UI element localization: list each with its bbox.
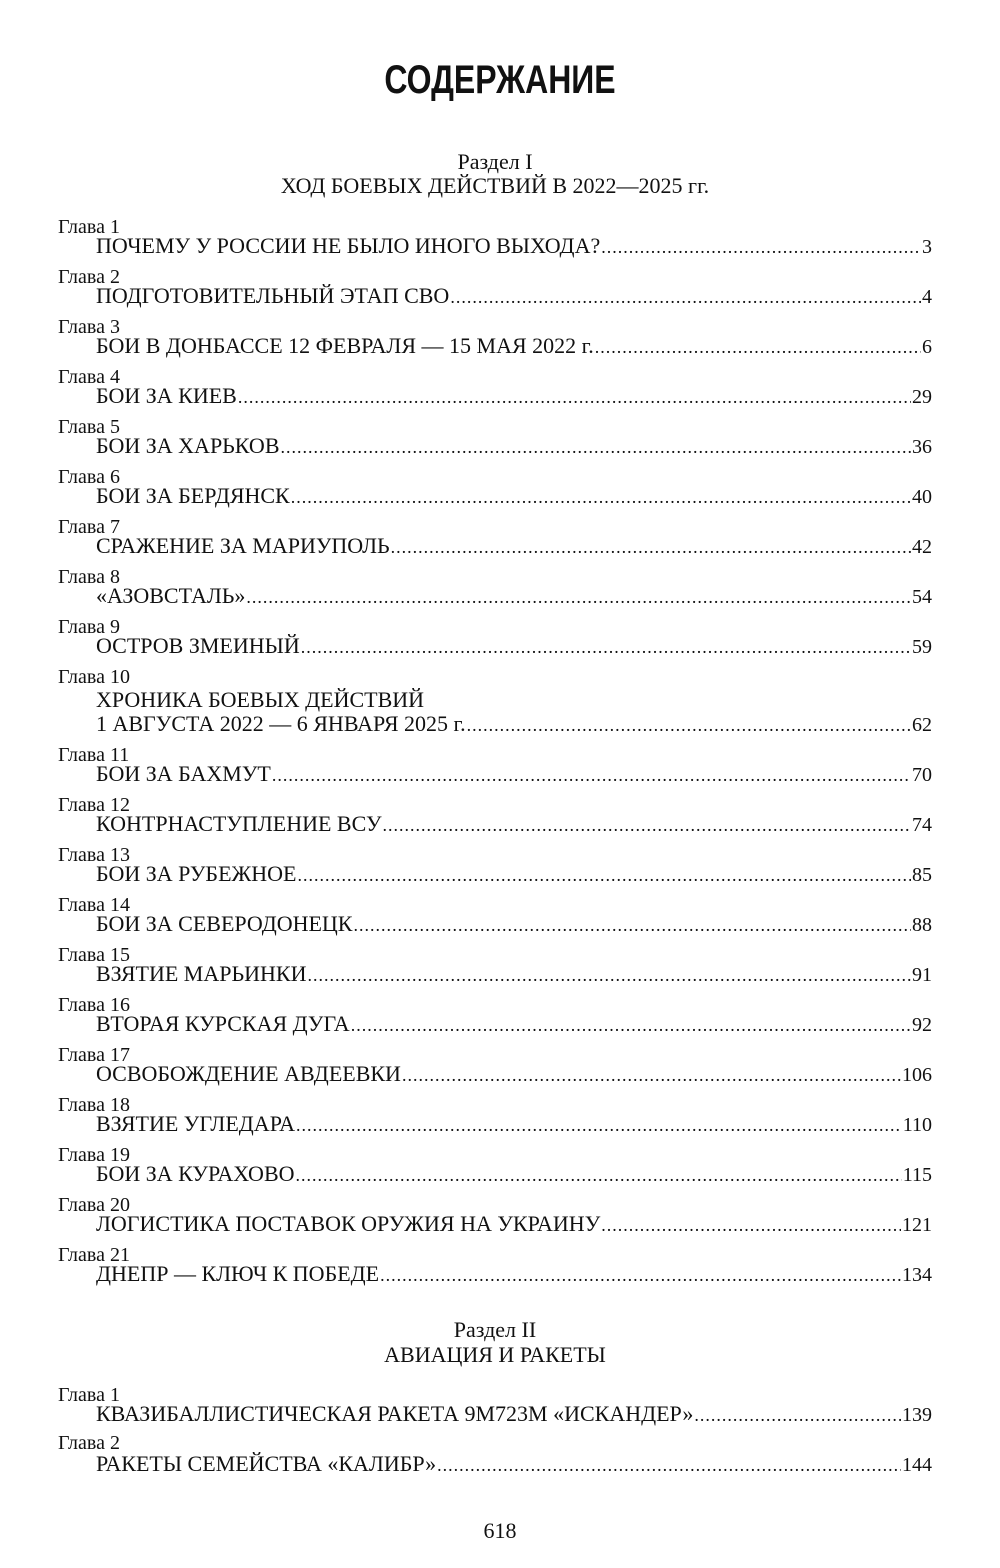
toc-entry[interactable] [96,962,932,987]
chapter-title: БОИ ЗА СЕВЕРОДОНЕЦК [96,911,353,936]
toc-entry[interactable] [96,812,932,837]
toc-entry[interactable] [96,1112,932,1137]
chapter-title: БОИ ЗА КИЕВ [96,383,237,408]
chapter-label: Глава 8 [58,566,120,588]
toc-entry[interactable] [96,384,932,409]
toc-entry[interactable] [96,1402,932,1427]
chapter-label: Глава 21 [58,1244,130,1266]
chapter-label: Глава 15 [58,944,130,966]
page-ref: 4 [922,286,932,308]
toc-entry[interactable] [96,234,932,259]
page-ref: 70 [912,764,932,786]
page-ref: 85 [912,864,932,886]
dot-leader [307,963,911,987]
page-ref: 92 [912,1014,932,1036]
page-ref: 88 [912,914,932,936]
page-ref: 6 [922,336,932,358]
dot-leader [297,863,911,887]
chapter-label: Глава 18 [58,1094,130,1116]
page-ref: 91 [912,964,932,986]
dot-leader [383,813,911,837]
chapter-title: БОИ ЗА БЕРДЯНСК [96,483,290,508]
chapter-label: Глава 11 [58,744,130,766]
dot-leader [601,235,921,259]
chapter-title: ПОДГОТОВИТЕЛЬНЫЙ ЭТАП СВО [96,283,450,308]
chapter-title: КОНТРНАСТУПЛЕНИЕ ВСУ [96,811,382,836]
chapter-label: Глава 9 [58,616,120,638]
chapter-title: ЛОГИСТИКА ПОСТАВОК ОРУЖИЯ НА УКРАИНУ [96,1211,601,1236]
page-number: 618 [483,1518,517,1543]
chapter-label: Глава 13 [58,844,130,866]
page-ref: 134 [902,1264,932,1286]
chapter-title: БОИ ЗА КУРАХОВО [96,1161,295,1186]
chapter-label: Глава 3 [58,316,120,338]
chapter-title: РАКЕТЫ СЕМЕЙСТВА «КАЛИБР» [96,1451,437,1476]
page-ref: 74 [912,814,932,836]
toc-entry[interactable] [96,534,932,559]
chapter-title: «АЗОВСТАЛЬ» [96,583,246,608]
chapter-label: Глава 19 [58,1144,130,1166]
chapter-label: Глава 20 [58,1194,130,1216]
page-ref: 121 [902,1214,932,1236]
chapter-title: КВАЗИБАЛЛИСТИЧЕСКАЯ РАКЕТА 9М723М «ИСКАНДЕР» [96,1401,694,1426]
chapter-label: Глава 1 [58,1384,120,1406]
dot-leader [296,1113,902,1137]
page-ref: 42 [912,536,932,558]
page-ref: 139 [902,1404,932,1426]
toc-entry[interactable] [96,1062,932,1087]
dot-leader [601,1213,901,1237]
page-title: СОДЕРЖАНИЕ [384,58,616,102]
toc-entry[interactable] [96,334,932,359]
chapter-title: ВЗЯТИЕ УГЛЕДАРА [96,1111,295,1136]
chapter-title: ПОЧЕМУ У РОССИИ НЕ БЫЛО ИНОГО ВЫХОДА? [96,233,601,258]
toc-entry[interactable] [96,284,932,309]
chapter-title: ДНЕПР — КЛЮЧ К ПОБЕДЕ [96,1261,380,1286]
dot-leader [238,385,911,409]
dot-leader [272,763,911,787]
toc-entry[interactable] [96,1012,932,1037]
toc-entry[interactable] [96,762,932,787]
page-ref: 3 [922,236,932,258]
page-ref: 106 [902,1064,932,1086]
dot-leader [291,485,911,509]
chapter-label: Глава 6 [58,466,120,488]
chapter-title: 1 АВГУСТА 2022 — 6 ЯНВАРЯ 2025 г. [96,711,466,736]
toc-entry[interactable] [96,1212,932,1237]
page-ref: 40 [912,486,932,508]
chapter-title: ВЗЯТИЕ МАРЬИНКИ [96,961,307,986]
toc-entry[interactable] [96,1452,932,1477]
dot-leader [450,285,921,309]
chapter-title: ОСВОБОЖДЕНИЕ АВДЕЕВКИ [96,1061,401,1086]
chapter-label: Глава 12 [58,794,130,816]
chapter-title: БОИ ЗА ХАРЬКОВ [96,433,280,458]
chapter-title: БОИ ЗА РУБЕЖНОЕ [96,861,297,886]
section-1-label: Раздел I [457,149,533,174]
dot-leader [437,1453,901,1477]
dot-leader [380,1263,901,1287]
dot-leader [402,1063,901,1087]
section-2-label: Раздел II [453,1317,537,1342]
page-ref: 115 [902,1164,932,1186]
chapter-title-line1: ХРОНИКА БОЕВЫХ ДЕЙСТВИЙ [96,687,425,712]
dot-leader [391,535,911,559]
chapter-title: ОСТРОВ ЗМЕИНЫЙ [96,633,300,658]
page-ref: 110 [902,1114,932,1136]
page-ref: 54 [912,586,932,608]
chapter-label: Глава 16 [58,994,130,1016]
toc-entry[interactable] [96,862,932,887]
dot-leader [351,1013,911,1037]
chapter-label: Глава 1 [58,216,120,238]
chapter-label: Глава 14 [58,894,130,916]
toc-entry[interactable] [96,484,932,509]
section-2-heading: АВИАЦИЯ И РАКЕТЫ [384,1342,606,1367]
dot-leader [694,1403,901,1427]
chapter-title: БОИ ЗА БАХМУТ [96,761,271,786]
toc-entry[interactable] [96,912,932,937]
page-ref: 36 [912,436,932,458]
toc-entry[interactable] [96,634,932,659]
chapter-label: Глава 2 [58,266,120,288]
toc-entry[interactable] [96,1162,932,1187]
chapter-label: Глава 4 [58,366,120,388]
toc-entry[interactable] [96,712,932,737]
chapter-title: ВТОРАЯ КУРСКАЯ ДУГА [96,1011,350,1036]
dot-leader [301,635,911,659]
page-ref: 59 [912,636,932,658]
chapter-label: Глава 17 [58,1044,130,1066]
chapter-label: Глава 7 [58,516,120,538]
page-ref: 144 [902,1454,932,1476]
chapter-title: БОИ В ДОНБАССЕ 12 ФЕВРАЛЯ — 15 МАЯ 2022 г. [96,333,594,358]
dot-leader [246,585,911,609]
section-1-heading: ХОД БОЕВЫХ ДЕЙСТВИЙ В 2022—2025 гг. [280,173,710,198]
dot-leader [281,435,912,459]
dot-leader [353,913,911,937]
chapter-label: Глава 2 [58,1432,120,1454]
page-ref: 62 [912,714,932,736]
dot-leader [595,335,921,359]
chapter-title: СРАЖЕНИЕ ЗА МАРИУПОЛЬ [96,533,390,558]
toc-entry[interactable] [96,584,932,609]
page-ref: 29 [912,386,932,408]
dot-leader [296,1163,902,1187]
dot-leader [467,713,911,737]
chapter-label: Глава 5 [58,416,120,438]
toc-entry[interactable] [96,434,932,459]
chapter-label: Глава 10 [58,666,130,688]
toc-entry[interactable] [96,1262,932,1287]
